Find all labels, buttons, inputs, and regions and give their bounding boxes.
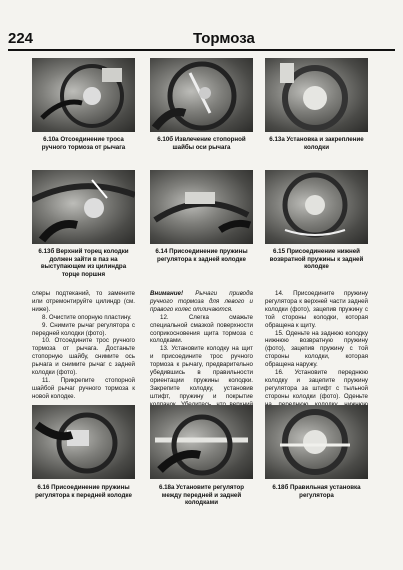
warning-text: Рычаги привода ручного тормоза для левого и правого колес отличаются. bbox=[150, 290, 253, 313]
figure-caption: 6.18б Правильная установка регулятора bbox=[272, 484, 361, 499]
brake-photo-icon bbox=[150, 405, 253, 479]
section-title: Тормоза bbox=[193, 30, 255, 47]
photo-6-16 bbox=[32, 405, 135, 479]
figure-caption: 6.18a Установите регулятор между передней и задней колодками bbox=[158, 484, 245, 507]
page-number: 224 bbox=[8, 30, 34, 47]
warning-label: Внимание! bbox=[150, 290, 184, 297]
figure-caption: 6.14 Присоединение пружины регулятора к задней колодке bbox=[155, 248, 248, 263]
photo-6-10b bbox=[150, 58, 253, 132]
text-column-3 bbox=[265, 290, 368, 417]
paragraph: 15. Оденьте на заднюю колодку нижнюю возвратную пружину (фото), зацепив пружину с той стороны колодки, которая обращена наружу. bbox=[265, 329, 368, 369]
photo-6-13a bbox=[265, 58, 368, 132]
paragraph: 13. Установите колодку на щит и присоедините трос ручного тормоза к рычагу, предварительно убедившись в правильности ориентации пружины колодки. Закрепите колодку, установив штифт, пружину и покрытие bbox=[150, 345, 253, 400]
brake-photo-icon bbox=[32, 405, 135, 479]
warning-paragraph bbox=[150, 290, 253, 314]
brake-photo-icon bbox=[265, 58, 368, 132]
figure-caption: 6.16 Присоединение пружины регулятора к передней колодке bbox=[35, 484, 132, 499]
figure-caption: 6.13б Верхний торец колодки должен зайти в паз на выступающем из цилиндра торце поршня bbox=[38, 248, 129, 278]
photo-6-18b bbox=[265, 405, 368, 479]
text-column-1 bbox=[32, 290, 135, 401]
paragraph: 11. Прикрепите стопорной шайбой рычаг ручного тормоза к новой колодке. bbox=[32, 376, 135, 400]
photo-6-15 bbox=[265, 170, 368, 244]
photo-6-18a bbox=[150, 405, 253, 479]
paragraph: 9. Снимите рычаг регулятора с передней колодки (фото). bbox=[32, 321, 135, 337]
brake-photo-icon bbox=[150, 170, 253, 244]
photo-6-14 bbox=[150, 170, 253, 244]
paragraph: 14. Присоедините пружину регулятора к верхней части задней колодки (фото), зацепив пружину с той стороны колодки, которая обращена к щиту. bbox=[265, 290, 368, 329]
brake-photo-icon bbox=[150, 58, 253, 132]
paragraph: слеры подтеканий, то замените или отремонтируйте цилиндр (см. ниже). bbox=[32, 290, 135, 313]
photo-6-10a bbox=[32, 58, 135, 132]
paragraph: 16. Установите переднюю колодку и зацепите пружину регулятора за штифт с тыльной стороны колодки (фото). Оденьте bbox=[265, 369, 368, 400]
paragraph: 8. Очистите опорную пластину. bbox=[42, 313, 132, 321]
paragraph: 10. Отсоедините трос ручного тормоза от рычага. Достаньте стопорную шайбу, снимите ось рычага и снимите рычаг с задней колодки (фото). bbox=[32, 337, 135, 377]
brake-photo-icon bbox=[265, 405, 368, 479]
photo-6-13b bbox=[32, 170, 135, 244]
figure-caption: 6.10б Извлечение стопорной шайбы оси рычага bbox=[157, 136, 246, 151]
brake-photo-icon bbox=[32, 170, 135, 244]
figure-caption: 6.15 Присоединение нижней возвратной пружины к задней колодке bbox=[269, 248, 364, 271]
paragraph: 12. Слегка смажьте специальной смазкой поверхности соприкосновения щита тормоза с колодками. bbox=[150, 313, 253, 345]
header-rule bbox=[8, 49, 395, 51]
brake-photo-icon bbox=[265, 170, 368, 244]
page-header bbox=[8, 30, 395, 50]
figure-caption: 6.13a Установка и закрепление колодки bbox=[269, 136, 364, 151]
brake-photo-icon bbox=[32, 58, 135, 132]
figure-caption: 6.10a Отсоединение троса ручного тормоза от рычага bbox=[41, 136, 126, 151]
